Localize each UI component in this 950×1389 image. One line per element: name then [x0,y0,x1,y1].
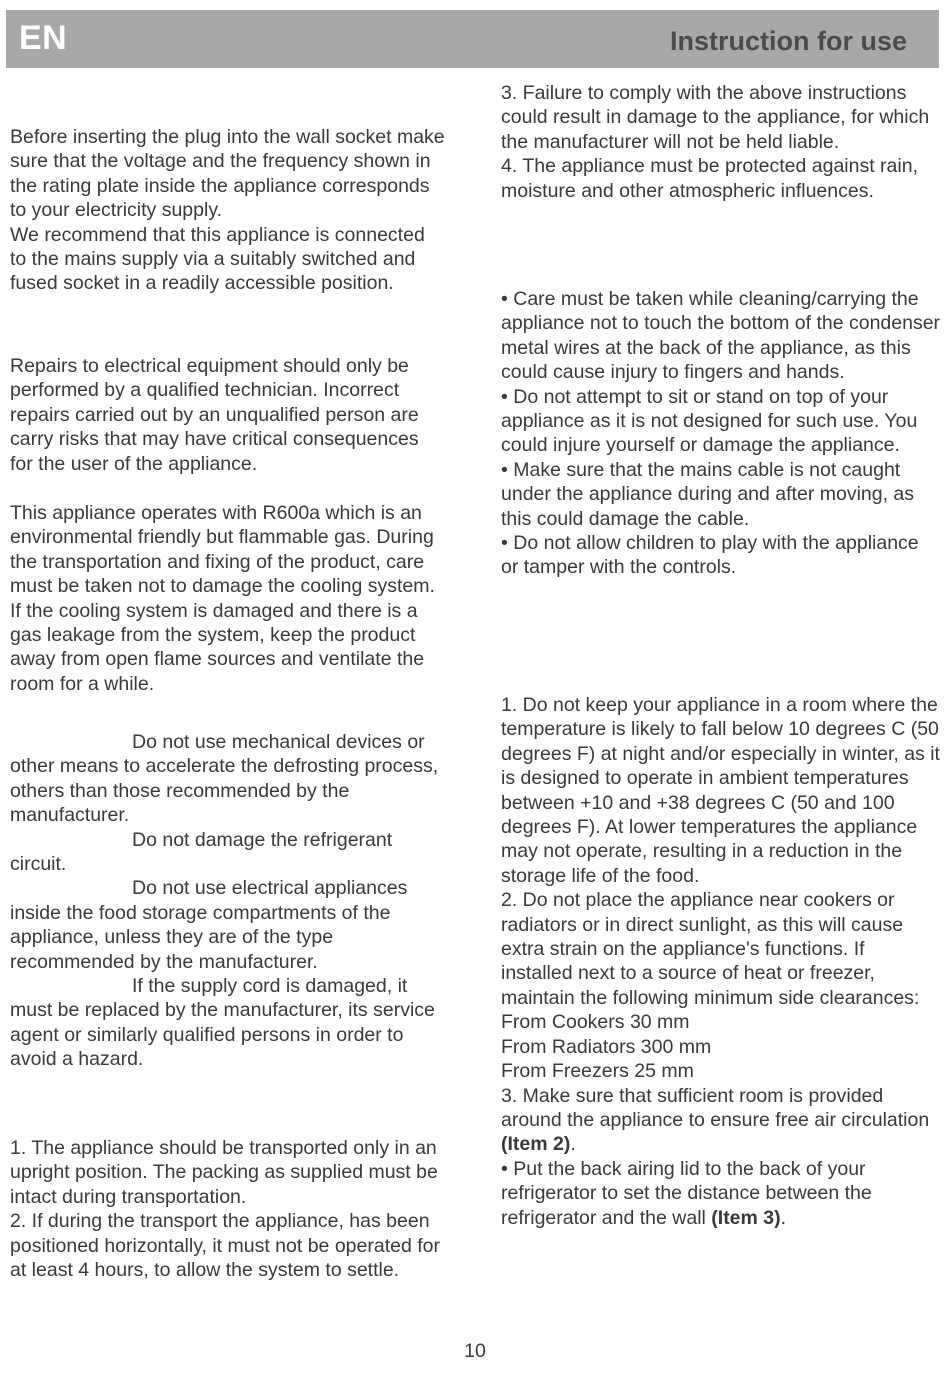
airing-end: . [780,1206,787,1229]
warning-item: Do not use electrical appliances inside the food storage compartments of the appliance, unless they are of the type recommended by the manufacturer. [10,877,408,973]
paragraph: This appliance operates with R600a which is an environmental friendly but flammable gas. During the transportation and fixing of the product, care must be taken not to damage the cooling system. If the cooling system is damaged and there is a gas leakage from the system, keep the product away from open flame sources and ventilate the room for a while. [10,502,435,695]
page-header [6,10,939,68]
language-code: EN [19,19,68,57]
list-item: 1. The appliance should be transported only in an upright position. The packing as supplied must be intact during transportation. [10,1137,438,1208]
item-3-reference: (Item 3) [711,1206,781,1229]
transport-section [10,1136,446,1282]
bullet-item: • Care must be taken while cleaning/carrying the appliance not to touch the bottom of the condenser metal wires at the back of the appliance, as this could cause injury to fingers and hands. [501,287,941,385]
warnings-section [10,730,446,1072]
repairs-section [10,354,446,476]
warning-item: Do not damage the refrigerant circuit. [10,828,393,876]
install-3-end: . [570,1133,576,1156]
list-item: 2. Do not place the appliance near cookers or radiators or in direct sunlight, as this will cause extra strain on the appliance's functions. If installed next to a source of heat or freezer, maintain the following minimum side clearances: [501,889,920,1009]
warning-item: If the supply cord is damaged, it must be replaced by the manufacturer, its service agent or similarly qualified persons in order to avoid a hazard. [10,975,435,1071]
list-item: 3. Failure to comply with the above instructions could result in damage to the appliance, for which the manufacturer will not be held liable. [501,82,930,153]
clearance-radiators: From Radiators 300 mm [501,1035,712,1058]
clearance-cookers: From Cookers 30 mm [501,1011,690,1034]
bullet-item: • Do not attempt to sit or stand on top of your appliance as it is not designed for such use. You could injure yourself or damage the appliance. [501,385,941,458]
bullet-item: • Make sure that the mains cable is not caught under the appliance during and after moving, as this could damage the cable. [501,458,941,531]
gas-section [10,501,446,696]
item-2-reference: (Item 2) [501,1133,571,1156]
airing-text: • Put the back airing lid to the back of your refrigerator to set the distance between the refrigerator and the wall [501,1157,872,1229]
installation-section [501,693,941,1230]
paragraph: Before inserting the plug into the wall socket make sure that the voltage and the frequency shown in the rating plate inside the appliance corresponds to your electricity supply. [10,126,445,222]
electrical-section [10,125,446,296]
install-3-text: 3. Make sure that sufficient room is provided around the appliance to ensure free air circulation [501,1084,930,1131]
paragraph: Repairs to electrical equipment should only be performed by a qualified technician. Incorrect repairs carried out by an unqualified person are carry risks that may have critical consequences for the user of the appliance. [10,355,419,475]
liability-section [501,81,941,203]
clearance-freezers: From Freezers 25 mm [501,1060,694,1083]
safety-bullets [501,287,941,580]
list-item [501,1084,941,1157]
warning-item: Do not use mechanical devices or other means to accelerate the defrosting process, others than those recommended by the manufacturer. [10,731,439,827]
paragraph: We recommend that this appliance is connected to the mains supply via a suitably switched and fused socket in a readily accessible position. [10,223,425,295]
page-number: 10 [464,1340,486,1362]
airing-lid-item [501,1157,941,1230]
list-item: 1. Do not keep your appliance in a room where the temperature is likely to fall below 10 degrees C (50 degrees F) at night and/or especially in winter, as it is designed to operate in ambient temperatures between +10 and +38 degrees C (50 and 100 degrees F). At lower temperatures the appliance may not operate, resulting in a reduction in the storage life of the food. [501,694,940,887]
list-item: 4. The appliance must be protected against rain, moisture and other atmospheric influences. [501,155,918,202]
bullet-item: • Do not allow children to play with the appliance or tamper with the controls. [501,531,941,580]
list-item: 2. If during the transport the appliance, has been positioned horizontally, it must not be operated for at least 4 hours, to allow the system to settle. [10,1210,440,1282]
header-title: Instruction for use [669,26,907,56]
